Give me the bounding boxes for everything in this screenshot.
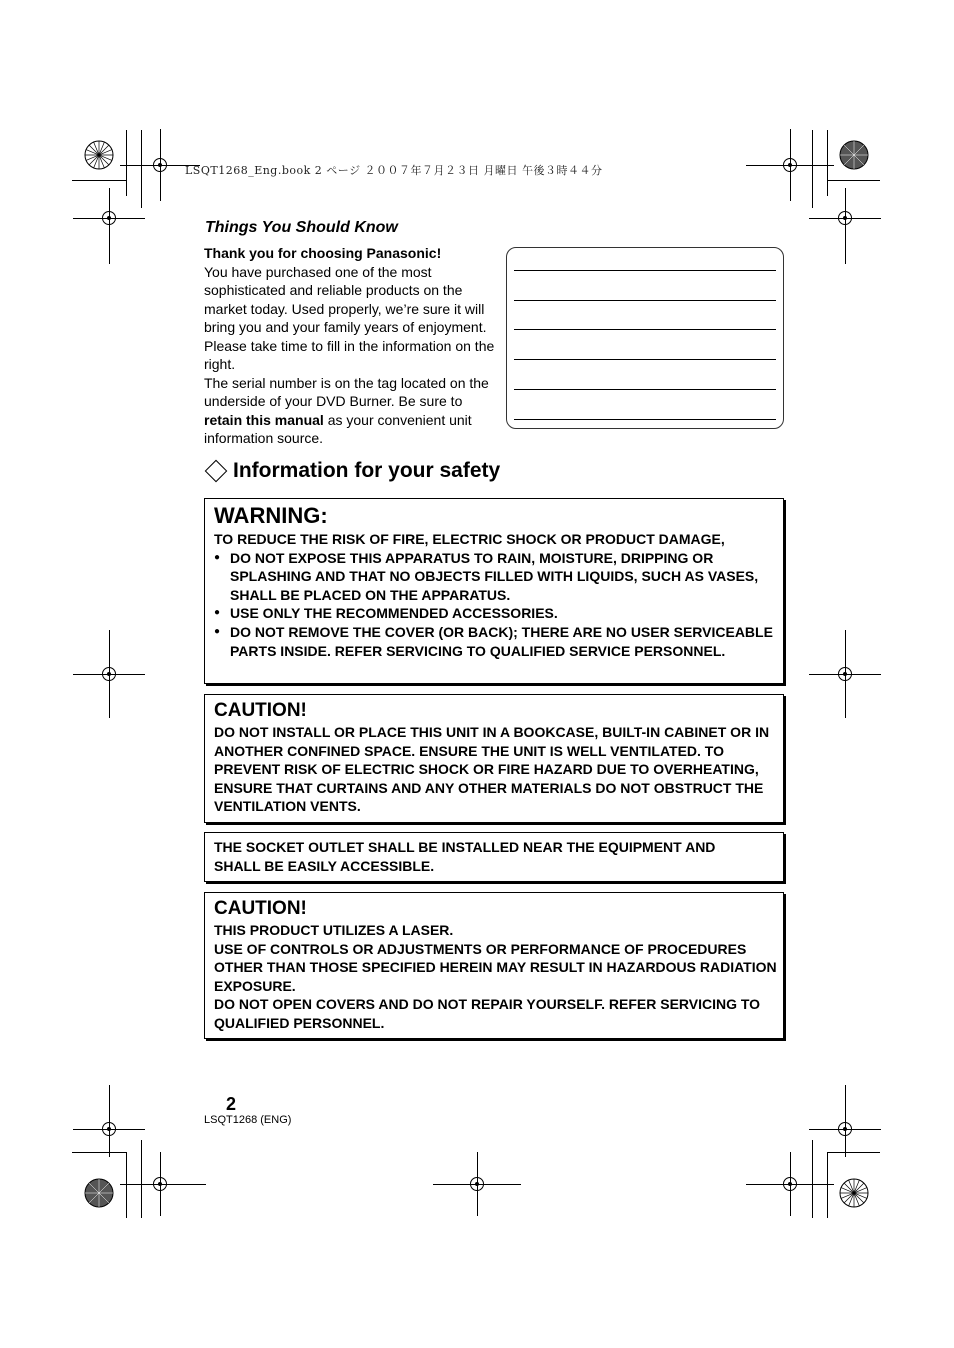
- serial-paragraph: The serial number is on the tag located on the underside of your DVD Burner. Be sure to retain this manual as your convenient unit information source.: [204, 374, 489, 446]
- owner-info-box: [506, 247, 784, 429]
- diamond-icon: [205, 460, 228, 483]
- thank-you-line: Thank you for choosing Panasonic!: [204, 245, 442, 261]
- print-header: LSQT1268_Eng.book 2 ページ ２００７年７月２３日 月曜日 午後３時４４分: [185, 164, 603, 177]
- warning-bullet: ● DO NOT REMOVE THE COVER (OR BACK); THERE ARE NO USER SERVICEABLE PARTS INSIDE. REFER SERVICING TO QUALIFIED SERVICE PERSONNEL.: [214, 623, 783, 660]
- laser-line: USE OF CONTROLS OR ADJUSTMENTS OR PERFORMANCE OF PROCEDURES OTHER THAN THOSE SPECIFIED HEREIN MAY RESULT IN HAZARDOUS RADIATION EXPOSURE.: [214, 940, 777, 994]
- warning-heading: WARNING:: [214, 503, 328, 528]
- warning-bullet: ● DO NOT EXPOSE THIS APPARATUS TO RAIN, MOISTURE, DRIPPING OR SPLASHING AND THAT NO OBJECTS FILLED WITH LIQUIDS, SUCH AS VASES, SHALL BE PLACED ON THE APPARATUS.: [214, 549, 783, 605]
- caution-box-ventilation: [204, 694, 784, 823]
- warning-box: [204, 498, 784, 684]
- info-line: [514, 329, 776, 330]
- socket-notice-box: [204, 832, 784, 882]
- rosette-top-right-icon: [839, 140, 869, 170]
- intro-paragraph: You have purchased one of the most sophisticated and reliable products on the market today. Used properly, we’re sure it will bring you and your family years of enjoyment. Please take time to fill in the information on the right.: [204, 263, 495, 372]
- info-line: [514, 270, 776, 271]
- page-number: 2: [226, 1094, 237, 1114]
- caution-text: DO NOT INSTALL OR PLACE THIS UNIT IN A BOOKCASE, BUILT-IN CABINET OR IN ANOTHER CONFINED SPACE. ENSURE THE UNIT IS WELL VENTILATED. TO PREVENT RISK OF ELECTRIC SHOCK OR FIRE HAZARD DUE TO OVERHEATING, ENSURE THAT CURTAINS AND ANY OTHER MATERIALS DO NOT OBSTRUCT THE VENTILATION VENTS.: [214, 724, 770, 815]
- rosette-bottom-left-icon: [84, 1178, 114, 1208]
- caution-box-laser: [204, 892, 784, 1039]
- rosette-bottom-right-icon: [839, 1178, 869, 1208]
- intro-text: [204, 244, 504, 448]
- info-line: [514, 359, 776, 360]
- laser-line: DO NOT OPEN COVERS AND DO NOT REPAIR YOURSELF. REFER SERVICING TO QUALIFIED PERSONNEL.: [214, 996, 761, 1031]
- safety-section-title: Information for your safety: [204, 459, 500, 483]
- socket-text: THE SOCKET OUTLET SHALL BE INSTALLED NEAR THE EQUIPMENT AND SHALL BE EASILY ACCESSIBLE.: [214, 839, 716, 874]
- warning-bullet: ● USE ONLY THE RECOMMENDED ACCESSORIES.: [214, 604, 783, 623]
- warning-intro: TO REDUCE THE RISK OF FIRE, ELECTRIC SHOCK OR PRODUCT DAMAGE,: [214, 531, 725, 547]
- caution-heading: CAUTION!: [214, 700, 307, 721]
- info-line: [514, 300, 776, 301]
- things-title: Things You Should Know: [205, 219, 398, 236]
- caution-heading: CAUTION!: [214, 898, 307, 919]
- laser-line: THIS PRODUCT UTILIZES A LASER.: [214, 922, 454, 938]
- info-line: [514, 389, 776, 390]
- info-line: [514, 419, 776, 420]
- model-code: LSQT1268 (ENG): [204, 1114, 292, 1126]
- rosette-top-left-icon: [84, 140, 114, 170]
